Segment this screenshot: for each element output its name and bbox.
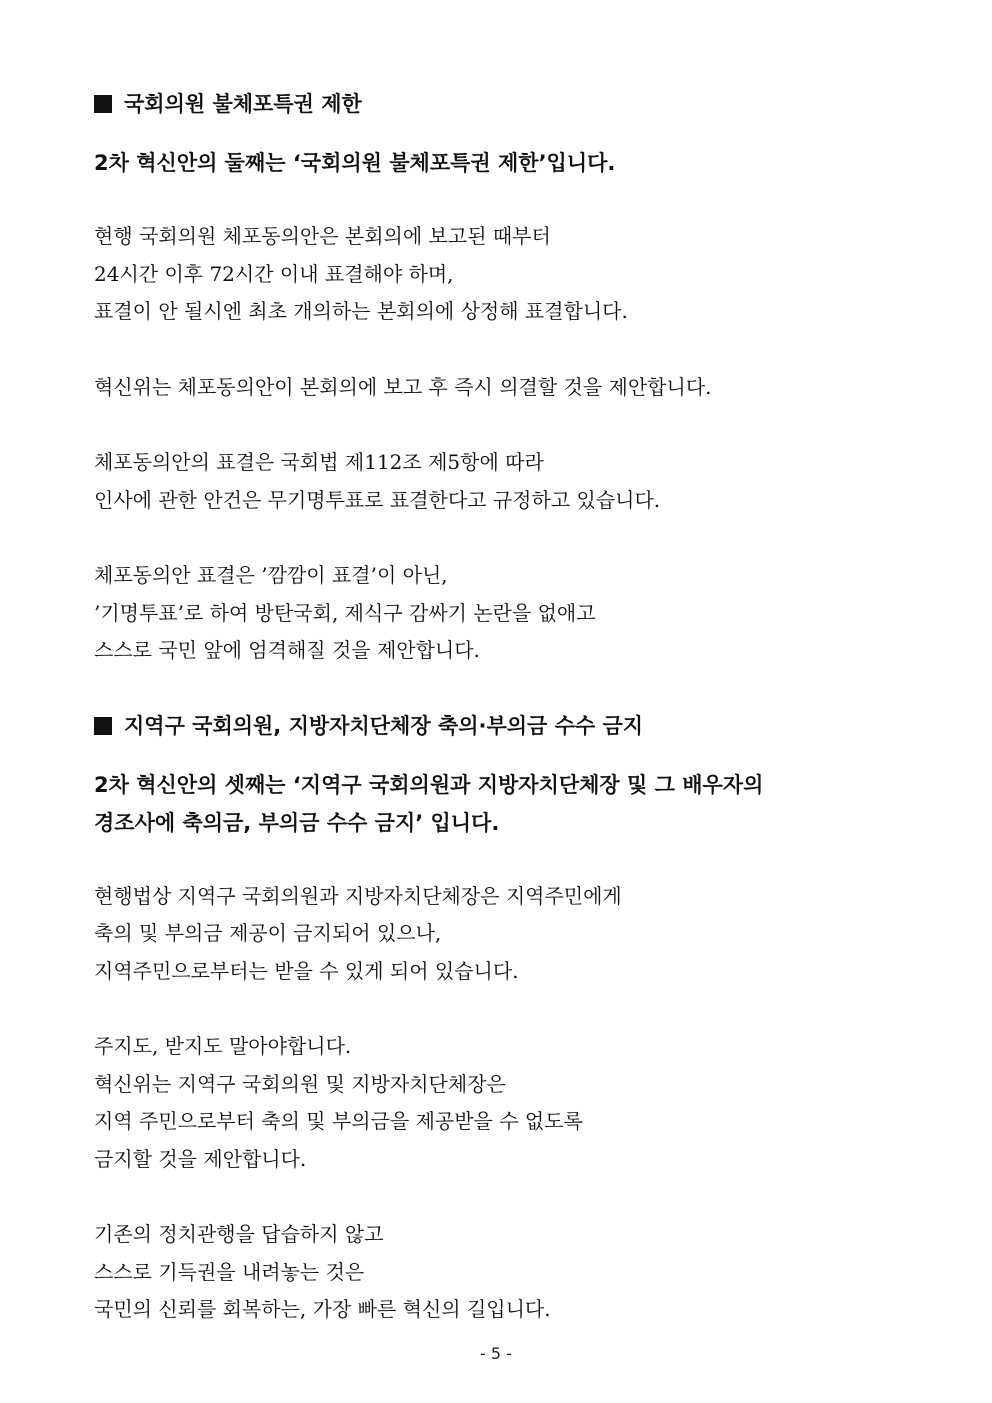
paragraph-line: 혁신위는 지역구 국회의원 및 지방자치단체장은 xyxy=(94,1071,506,1096)
section-lead xyxy=(94,766,914,842)
section-lead-line: 경조사에 축의금, 부의금 수수 금지’ 입니다. xyxy=(94,810,500,835)
paragraph xyxy=(94,557,914,670)
paragraph-line: 기존의 정치관행을 답습하지 않고 xyxy=(94,1222,384,1246)
page-number: - 5 - xyxy=(480,1344,512,1363)
paragraph-line: 주지도, 받지도 말아야합니다. xyxy=(94,1034,352,1058)
paragraph-line: 혁신위는 체포동의안이 본회의에 보고 후 즉시 의결할 것을 제안합니다. xyxy=(94,374,712,399)
paragraph-line: 표결이 안 될시엔 최초 개의하는 본회의에 상정해 표결합니다. xyxy=(94,299,628,323)
paragraph xyxy=(94,444,914,519)
paragraph-line: 인사에 관한 안건은 무기명투표로 표결한다고 규정하고 있습니다. xyxy=(94,487,661,512)
paragraph-line: 체포동의안 표결은 ’깜깜이 표결’이 아닌, xyxy=(94,563,448,587)
section-lead: 2차 혁신안의 둘째는 ‘국회의원 불체포특권 제한’입니다. xyxy=(94,151,616,175)
section-heading-text: 지역구 국회의원, 지방자치단체장 축의·부의금 수수 금지 xyxy=(124,713,644,738)
square-bullet-icon xyxy=(94,95,112,113)
document-page xyxy=(94,84,914,1329)
paragraph-line: 스스로 국민 앞에 엄격해질 것을 제안합니다. xyxy=(94,638,480,662)
paragraph xyxy=(94,878,914,991)
paragraph-line: 스스로 기득권을 내려놓는 것은 xyxy=(94,1259,365,1284)
section-heading-immunity xyxy=(94,84,914,124)
section-lead-line: 2차 혁신안의 셋째는 ‘지역구 국회의원과 지방자치단체장 및 그 배우자의 xyxy=(94,772,764,797)
square-bullet-icon xyxy=(94,717,112,735)
paragraph-line: 축의 및 부의금 제공이 금지되어 있으나, xyxy=(94,921,442,945)
paragraph xyxy=(94,1216,914,1329)
paragraph-line: ’기명투표’로 하여 방탄국회, 제식구 감싸기 논란을 없애고 xyxy=(94,600,596,625)
paragraph xyxy=(94,1028,914,1178)
paragraph-line: 체포동의안의 표결은 국회법 제112조 제5항에 따라 xyxy=(94,450,544,474)
paragraph-line: 현행법상 지역구 국회의원과 지방자치단체장은 지역주민에게 xyxy=(94,883,622,908)
paragraph-line: 24시간 이후 72시간 이내 표결해야 하며, xyxy=(94,261,454,286)
paragraph-line: 지역주민으로부터는 받을 수 있게 되어 있습니다. xyxy=(94,958,519,983)
paragraph-line: 국민의 신뢰를 회복하는, 가장 빠른 혁신의 길입니다. xyxy=(94,1297,551,1321)
paragraph-line: 현행 국회의원 체포동의안은 본회의에 보고된 때부터 xyxy=(94,224,551,248)
paragraph xyxy=(94,218,914,331)
paragraph xyxy=(94,369,914,407)
section-heading-text: 국회의원 불체포특권 제한 xyxy=(124,92,362,116)
paragraph-line: 금지할 것을 제안합니다. xyxy=(94,1146,307,1171)
paragraph-line: 지역 주민으로부터 축의 및 부의금을 제공받을 수 없도록 xyxy=(94,1109,583,1133)
section-heading-condolence xyxy=(94,706,914,746)
